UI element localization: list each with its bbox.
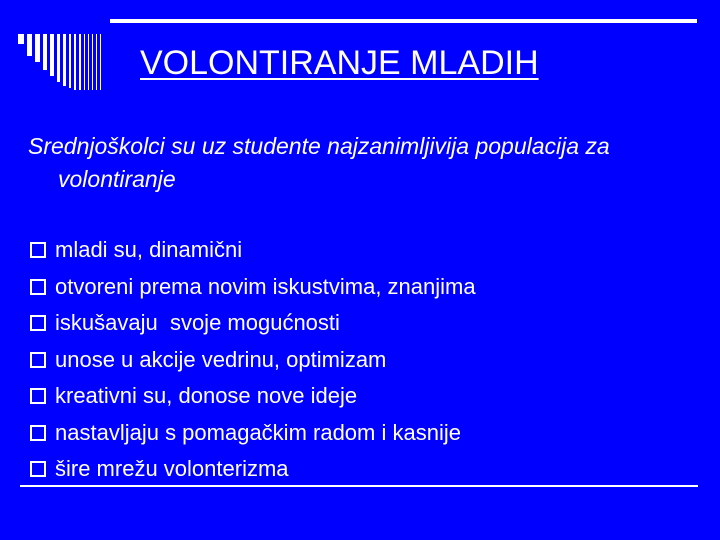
bullet-text: unose u akcije vedrinu, optimizam (55, 346, 387, 372)
slide-subtitle: Srednjoškolci su uz studente najzanimljivija populacija za volontiranje (28, 133, 610, 192)
list-item (30, 451, 476, 488)
bullet-text: šire mrežu volonterizma (55, 456, 289, 481)
bullet-text: otvoreni prema novim iskustvima, znanjima (55, 273, 476, 299)
bullet-text: nastavljaju s pomagačkim radom i kasnije (55, 419, 461, 445)
bullet-text: kreativni su, donose nove ideje (55, 383, 358, 408)
bullet-text: iskušavaju svoje mogućnosti (55, 310, 340, 335)
hollow-square-icon (30, 279, 46, 295)
list-item (30, 269, 476, 306)
hollow-square-icon (30, 315, 46, 331)
bottom-rule (20, 485, 698, 487)
hollow-square-icon (30, 425, 46, 441)
slide-title: VOLONTIRANJE MLADIH (140, 44, 539, 82)
vertical-bars-decoration-icon (18, 34, 118, 90)
bullet-text: mladi su, dinamični (55, 237, 243, 262)
list-item (30, 232, 476, 269)
hollow-square-icon (30, 352, 46, 368)
hollow-square-icon (30, 242, 46, 258)
top-rule (110, 19, 697, 23)
bullet-list (30, 232, 476, 488)
list-item (30, 305, 476, 342)
hollow-square-icon (30, 388, 46, 404)
list-item (30, 378, 476, 415)
list-item (30, 342, 476, 379)
hollow-square-icon (30, 461, 46, 477)
list-item (30, 415, 476, 452)
